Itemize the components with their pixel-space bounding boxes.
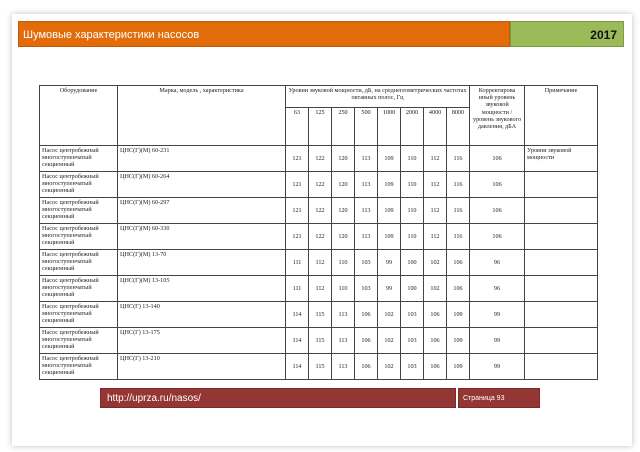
cell-note [525,328,598,354]
table-row [40,354,598,380]
cell-level: 102 [378,354,401,380]
table-row [40,224,598,250]
cell-level: 110 [401,172,424,198]
cell-level: 100 [401,250,424,276]
cell-corrected: 106 [470,224,525,250]
cell-level: 110 [332,250,355,276]
cell-level: 109 [378,224,401,250]
cell-model: ЦНС(Г)(М) 60-231 [118,146,286,172]
cell-level: 110 [401,224,424,250]
header-freq: 8000 [447,108,470,146]
header-freq: 250 [332,108,355,146]
cell-level: 113 [355,172,378,198]
cell-level: 122 [309,198,332,224]
header-levels: Уровни звуковой мощности, дБ, на среднегеометрических частотах октавных полос, Гц [286,86,470,108]
cell-level: 109 [378,198,401,224]
cell-level: 109 [447,354,470,380]
header-freq: 2000 [401,108,424,146]
cell-level: 111 [286,250,309,276]
cell-model: ЦНС(Г)(М) 13-70 [118,250,286,276]
cell-note [525,250,598,276]
cell-level: 113 [355,146,378,172]
header-freq: 4000 [424,108,447,146]
cell-level: 99 [378,250,401,276]
cell-equipment: Насос центробежный многоступенчатый секционный [40,198,118,224]
cell-corrected: 106 [470,198,525,224]
cell-level: 106 [355,302,378,328]
cell-equipment: Насос центробежный многоступенчатый секционный [40,224,118,250]
cell-level: 122 [309,172,332,198]
cell-equipment: Насос центробежный многоступенчатый секционный [40,250,118,276]
cell-level: 121 [286,146,309,172]
cell-model: ЦНС(Г) 13-175 [118,328,286,354]
cell-level: 115 [309,328,332,354]
cell-level: 113 [355,198,378,224]
table-row [40,172,598,198]
cell-level: 102 [378,328,401,354]
cell-level: 120 [332,172,355,198]
cell-note [525,224,598,250]
cell-level: 103 [401,354,424,380]
cell-level: 121 [286,198,309,224]
header-freq: 125 [309,108,332,146]
cell-level: 114 [286,328,309,354]
page-footer [100,388,540,408]
cell-level: 121 [286,172,309,198]
cell-level: 116 [447,224,470,250]
cell-model: ЦНС(Г)(М) 13-105 [118,276,286,302]
cell-model: ЦНС(Г)(М) 60-330 [118,224,286,250]
cell-model: ЦНС(Г)(М) 60-297 [118,198,286,224]
header-freq: 500 [355,108,378,146]
cell-level: 103 [401,302,424,328]
cell-corrected: 99 [470,354,525,380]
cell-corrected: 106 [470,146,525,172]
cell-level: 116 [447,146,470,172]
cell-level: 106 [355,354,378,380]
cell-corrected: 99 [470,328,525,354]
cell-level: 106 [447,276,470,302]
noise-table [39,85,598,380]
cell-level: 109 [378,172,401,198]
table-row [40,198,598,224]
cell-level: 112 [424,172,447,198]
cell-level: 100 [401,276,424,302]
cell-level: 110 [401,198,424,224]
cell-level: 120 [332,198,355,224]
cell-level: 113 [332,328,355,354]
cell-level: 114 [286,354,309,380]
table-row [40,146,598,172]
cell-level: 102 [378,302,401,328]
cell-model: ЦНС(Г) 13-210 [118,354,286,380]
cell-level: 112 [424,198,447,224]
cell-level: 106 [355,328,378,354]
header-equipment: Оборудование [40,86,118,146]
cell-level: 120 [332,146,355,172]
footer-page-number: Страница 93 [458,388,540,408]
noise-table-container [39,85,597,380]
cell-note [525,276,598,302]
cell-level: 116 [447,172,470,198]
cell-level: 109 [447,302,470,328]
cell-equipment: Насос центробежный многоступенчатый секционный [40,146,118,172]
header-note: Примечание [525,86,598,146]
cell-model: ЦНС(Г)(М) 60-264 [118,172,286,198]
cell-level: 110 [401,146,424,172]
cell-level: 116 [447,198,470,224]
cell-equipment: Насос центробежный многоступенчатый секционный [40,354,118,380]
cell-level: 103 [401,328,424,354]
cell-level: 113 [355,224,378,250]
header-year: 2017 [510,21,624,47]
cell-level: 111 [286,276,309,302]
cell-level: 109 [378,146,401,172]
cell-level: 115 [309,302,332,328]
cell-level: 121 [286,224,309,250]
cell-corrected: 99 [470,302,525,328]
cell-level: 106 [424,354,447,380]
table-row [40,302,598,328]
cell-equipment: Насос центробежный многоступенчатый секционный [40,328,118,354]
cell-note [525,172,598,198]
cell-equipment: Насос центробежный многоступенчатый секционный [40,276,118,302]
cell-level: 103 [355,250,378,276]
cell-note [525,354,598,380]
cell-note [525,302,598,328]
cell-level: 115 [309,354,332,380]
cell-level: 122 [309,224,332,250]
cell-level: 120 [332,224,355,250]
cell-level: 106 [447,250,470,276]
table-body [40,146,598,380]
cell-level: 122 [309,146,332,172]
cell-equipment: Насос центробежный многоступенчатый секционный [40,302,118,328]
cell-corrected: 106 [470,172,525,198]
header-freq: 63 [286,108,309,146]
cell-level: 103 [355,276,378,302]
cell-level: 102 [424,250,447,276]
cell-level: 112 [309,276,332,302]
cell-level: 99 [378,276,401,302]
cell-level: 112 [424,146,447,172]
cell-level: 113 [332,302,355,328]
table-row [40,250,598,276]
header-corrected: Корректирова нный уровень звуковой мощности / уровень звукового давления, дБА [470,86,525,146]
table-row [40,328,598,354]
cell-level: 114 [286,302,309,328]
cell-level: 106 [424,302,447,328]
cell-corrected: 96 [470,276,525,302]
cell-level: 112 [309,250,332,276]
header-model: Марка, модель , характеристика [118,86,286,146]
cell-level: 109 [447,328,470,354]
page-header [18,21,624,47]
cell-level: 112 [424,224,447,250]
header-freq: 1000 [378,108,401,146]
cell-note: Уровни звуковой мощности [525,146,598,172]
cell-model: ЦНС(Г) 13-140 [118,302,286,328]
footer-url[interactable]: http://uprza.ru/nasos/ [100,388,456,408]
cell-level: 113 [332,354,355,380]
cell-level: 106 [424,328,447,354]
cell-level: 102 [424,276,447,302]
cell-level: 110 [332,276,355,302]
header-title: Шумовые характеристики насосов [18,21,510,47]
table-row [40,276,598,302]
cell-equipment: Насос центробежный многоступенчатый секционный [40,172,118,198]
cell-note [525,198,598,224]
cell-corrected: 96 [470,250,525,276]
